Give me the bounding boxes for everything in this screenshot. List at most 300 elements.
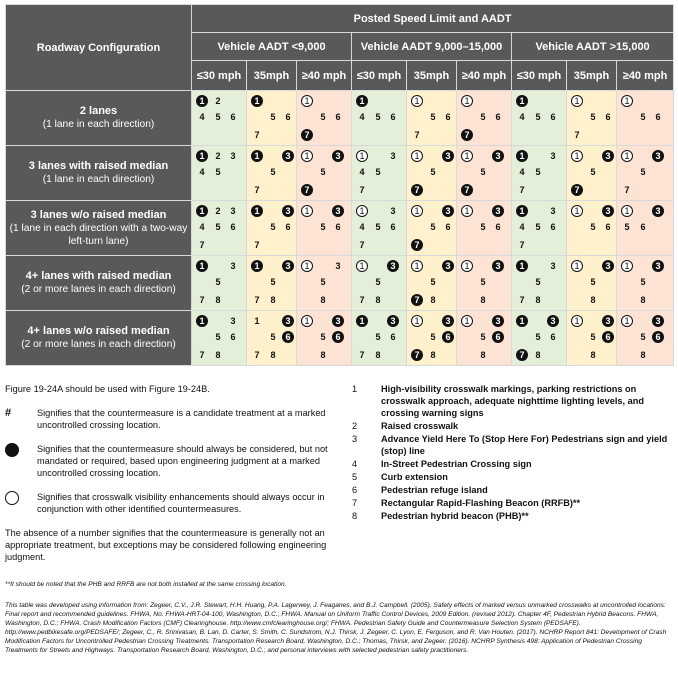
sources: This table was developed using information from: Zegeer, C.V., J.R. Stewart, H.H. Huang, P.A. Lagerwey, J. Feaganes, and B.J. Campbell. (2005). Safety effects of marked versus unmarked crosswalks at uncontrolled locations: Final report and recommended guidelines. FHWA, No. FHWA-HRT-04-100, Washington, D.C.; FHWA. Manual on Uniform Traffic Control Devices, 2009 Edition. (revised 2012). Chapter 4F, Pedestrian Hybrid Beacons. FHWA, Washington, D.C.; FHWA. Crash Modification Factors (CMF) Clearinghouse. http://www.cmfclearinghouse.org/; FHWA. Pedestrian Safety Guide and Countermeasure Selection System (PEDSAFE). http://www.pedbikesafe.org/PEDSAFE/; Zegeer, C., R. Srinivasan, B. Lan, D. Carter, S. Smith, C. Sundstrom, N.J. Thirsk, J. Zegeer, C. Lyon, E. Ferguson, and R. Van Houten. (2017). NCHRP Report 841: Development of Crash Modification Factors for Uncontrolled Pedestrian Crossing Treatments. Transportation Research Board, Washington, D.C.; Thomas, Thirsk, and Zegeer. (2016). NCHRP Synthesis 498: Application of Pedestrian Crossing Treatments for Streets and Highways. Transportation Research Board, Washington, D.C.; and personal interviews with selected pedestrian safety practitioners. bbox=[5, 602, 667, 654]
countermeasure-number: 5 bbox=[590, 167, 596, 177]
countermeasure-list bbox=[352, 383, 672, 523]
countermeasure-number: 7 bbox=[519, 185, 525, 195]
countermeasure-number: 5 bbox=[590, 277, 596, 287]
roadway-title: 3 lanes w/o raised median bbox=[30, 208, 167, 221]
matrix-cell bbox=[617, 311, 674, 366]
aadt-header-low: Vehicle AADT <9,000 bbox=[192, 33, 352, 61]
matrix-cell bbox=[352, 146, 407, 201]
countermeasure-number: 3 bbox=[550, 151, 556, 161]
roadway-subtitle: (2 or more lanes in each direction) bbox=[21, 339, 176, 350]
matrix-cell bbox=[512, 311, 567, 366]
countermeasure-number: 1 bbox=[621, 260, 633, 272]
roadway-label bbox=[6, 311, 192, 366]
roadway-title: 2 lanes bbox=[79, 105, 118, 117]
countermeasure-number: 8 bbox=[375, 350, 381, 360]
countermeasure-number: 7 bbox=[519, 240, 525, 250]
legend-solid bbox=[5, 443, 335, 479]
countermeasure-number: 4 bbox=[359, 112, 365, 122]
matrix-cell bbox=[457, 91, 512, 146]
matrix-cell bbox=[617, 146, 674, 201]
countermeasure-number: 6 bbox=[390, 332, 396, 342]
countermeasure-number: 5 bbox=[430, 112, 436, 122]
countermeasure-number: 6 bbox=[332, 331, 344, 343]
matrix-cell bbox=[247, 201, 297, 256]
countermeasure-number: 3 bbox=[652, 150, 664, 162]
countermeasure-number: 6 bbox=[550, 222, 556, 232]
countermeasure-number: 7 bbox=[254, 185, 260, 195]
countermeasure-number: 7 bbox=[301, 184, 313, 196]
countermeasure-number: 7 bbox=[199, 240, 205, 250]
countermeasure-number: 8 bbox=[215, 295, 221, 305]
countermeasure-number: 5 bbox=[535, 112, 541, 122]
matrix-cell bbox=[297, 91, 352, 146]
countermeasure-number: 7 bbox=[411, 294, 423, 306]
countermeasure-item-text: Pedestrian hybrid beacon (PHB)** bbox=[381, 511, 529, 521]
countermeasure-number: 5 bbox=[430, 222, 436, 232]
countermeasure-number: 1 bbox=[251, 205, 263, 217]
roadway-subtitle: (1 lane in each direction) bbox=[42, 119, 155, 130]
countermeasure-number: 1 bbox=[621, 150, 633, 162]
solid-circle-icon bbox=[5, 443, 19, 457]
countermeasure-item bbox=[352, 420, 672, 432]
countermeasure-number: 1 bbox=[411, 205, 423, 217]
aadt-header-mid: Vehicle AADT 9,000–15,000 bbox=[352, 33, 512, 61]
countermeasure-number: 1 bbox=[411, 95, 423, 107]
countermeasure-number: 6 bbox=[550, 332, 556, 342]
countermeasure-item bbox=[352, 383, 672, 419]
countermeasure-item-text: Rectangular Rapid-Flashing Beacon (RRFB)** bbox=[381, 498, 581, 508]
countermeasure-number: 4 bbox=[199, 222, 205, 232]
speed-header: 35mph bbox=[247, 61, 297, 91]
countermeasure-number: 8 bbox=[590, 295, 596, 305]
countermeasure-number: 1 bbox=[356, 260, 368, 272]
roadway-configuration-header: Roadway Configuration bbox=[6, 5, 192, 91]
countermeasure-number: 1 bbox=[411, 315, 423, 327]
matrix-cell bbox=[407, 311, 457, 366]
countermeasure-number: 6 bbox=[495, 112, 501, 122]
countermeasure-number: 5 bbox=[480, 167, 486, 177]
countermeasure-number: 8 bbox=[480, 295, 486, 305]
legend-open-text: Signifies that crosswalk visibility enhancements should always occur in conjunction with other identified countermeasures. bbox=[37, 492, 325, 514]
matrix-cell bbox=[352, 201, 407, 256]
countermeasure-number: 7 bbox=[254, 240, 260, 250]
countermeasure-number: 8 bbox=[320, 295, 326, 305]
countermeasure-item-number: 5 bbox=[352, 472, 358, 482]
countermeasure-item-number: 1 bbox=[352, 384, 358, 394]
matrix-cell bbox=[567, 91, 617, 146]
countermeasure-number: 7 bbox=[254, 295, 260, 305]
countermeasure-matrix bbox=[5, 4, 674, 366]
countermeasure-number: 5 bbox=[430, 277, 436, 287]
countermeasure-item bbox=[352, 433, 672, 457]
countermeasure-number: 3 bbox=[442, 205, 454, 217]
countermeasure-number: 1 bbox=[571, 205, 583, 217]
countermeasure-number: 8 bbox=[215, 350, 221, 360]
countermeasure-number: 1 bbox=[251, 150, 263, 162]
open-circle-icon bbox=[5, 491, 19, 505]
countermeasure-item-text: Raised crosswalk bbox=[381, 421, 459, 431]
countermeasure-number: 7 bbox=[199, 350, 205, 360]
matrix-cell bbox=[192, 146, 247, 201]
countermeasure-number: 1 bbox=[301, 95, 313, 107]
countermeasure-number: 5 bbox=[480, 332, 486, 342]
countermeasure-number: 1 bbox=[571, 95, 583, 107]
countermeasure-number: 3 bbox=[390, 151, 396, 161]
matrix-cell bbox=[512, 146, 567, 201]
countermeasure-number: 6 bbox=[285, 112, 291, 122]
matrix-cell bbox=[512, 91, 567, 146]
countermeasure-item-text: In-Street Pedestrian Crossing sign bbox=[381, 459, 532, 469]
countermeasure-number: 1 bbox=[571, 150, 583, 162]
matrix-cell bbox=[297, 201, 352, 256]
countermeasure-number: 7 bbox=[414, 130, 420, 140]
countermeasure-number: 3 bbox=[652, 315, 664, 327]
countermeasure-number: 1 bbox=[196, 260, 208, 272]
countermeasure-number: 6 bbox=[492, 331, 504, 343]
countermeasure-number: 1 bbox=[301, 205, 313, 217]
countermeasure-item-text: High-visibility crosswalk markings, parking restrictions on crosswalk approach, adequate nighttime lighting levels, and crossing warning signs bbox=[381, 384, 644, 418]
roadway-label bbox=[6, 146, 192, 201]
speed-header: 35mph bbox=[567, 61, 617, 91]
countermeasure-number: 3 bbox=[602, 205, 614, 217]
countermeasure-number: 4 bbox=[519, 222, 525, 232]
countermeasure-item-number: 2 bbox=[352, 421, 358, 431]
countermeasure-number: 5 bbox=[624, 222, 630, 232]
countermeasure-item-number: 4 bbox=[352, 459, 358, 469]
matrix-cell bbox=[192, 256, 247, 311]
countermeasure-number: 6 bbox=[390, 222, 396, 232]
countermeasure-number: 3 bbox=[492, 260, 504, 272]
countermeasure-number: 8 bbox=[535, 350, 541, 360]
countermeasure-number: 7 bbox=[359, 240, 365, 250]
countermeasure-number: 7 bbox=[359, 295, 365, 305]
countermeasure-number: 7 bbox=[254, 350, 260, 360]
countermeasure-number: 1 bbox=[621, 205, 633, 217]
countermeasure-number: 3 bbox=[282, 205, 294, 217]
countermeasure-number: 4 bbox=[199, 167, 205, 177]
countermeasure-number: 7 bbox=[254, 130, 260, 140]
countermeasure-item-text: Advance Yield Here To (Stop Here For) Pedestrians sign and yield (stop) line bbox=[381, 434, 668, 456]
matrix-cell bbox=[297, 256, 352, 311]
countermeasure-number: 6 bbox=[605, 112, 611, 122]
countermeasure-number: 2 bbox=[215, 206, 221, 216]
countermeasure-number: 7 bbox=[461, 184, 473, 196]
speed-header: ≥40 mph bbox=[457, 61, 512, 91]
countermeasure-number: 3 bbox=[282, 150, 294, 162]
matrix-cell bbox=[567, 201, 617, 256]
legend bbox=[5, 383, 335, 563]
countermeasure-number: 7 bbox=[199, 295, 205, 305]
countermeasure-number: 8 bbox=[640, 295, 646, 305]
countermeasure-number: 5 bbox=[375, 277, 381, 287]
countermeasure-number: 1 bbox=[411, 150, 423, 162]
countermeasure-item bbox=[352, 510, 672, 522]
roadway-label bbox=[6, 256, 192, 311]
countermeasure-number: 1 bbox=[356, 205, 368, 217]
countermeasure-number: 7 bbox=[624, 185, 630, 195]
countermeasure-number: 1 bbox=[461, 205, 473, 217]
countermeasure-number: 1 bbox=[571, 315, 583, 327]
countermeasure-number: 1 bbox=[571, 260, 583, 272]
countermeasure-number: 8 bbox=[270, 295, 276, 305]
countermeasure-number: 7 bbox=[574, 130, 580, 140]
countermeasure-number: 1 bbox=[356, 150, 368, 162]
countermeasure-number: 3 bbox=[230, 316, 236, 326]
countermeasure-number: 6 bbox=[442, 331, 454, 343]
countermeasure-item-text: Curb extension bbox=[381, 472, 448, 482]
countermeasure-number: 5 bbox=[215, 167, 221, 177]
countermeasure-number: 7 bbox=[571, 184, 583, 196]
countermeasure-number: 5 bbox=[590, 112, 596, 122]
countermeasure-number: 3 bbox=[550, 206, 556, 216]
countermeasure-number: 6 bbox=[602, 331, 614, 343]
countermeasure-number: 3 bbox=[332, 205, 344, 217]
countermeasure-number: 3 bbox=[390, 206, 396, 216]
countermeasure-item-number: 8 bbox=[352, 511, 358, 521]
countermeasure-number: 6 bbox=[640, 222, 646, 232]
countermeasure-number: 1 bbox=[301, 315, 313, 327]
countermeasure-number: 1 bbox=[251, 95, 263, 107]
speed-header: ≥40 mph bbox=[617, 61, 674, 91]
countermeasure-number: 5 bbox=[535, 167, 541, 177]
countermeasure-number: 1 bbox=[621, 315, 633, 327]
countermeasure-number: 3 bbox=[332, 150, 344, 162]
countermeasure-number: 3 bbox=[550, 261, 556, 271]
countermeasure-number: 3 bbox=[547, 315, 559, 327]
countermeasure-number: 5 bbox=[270, 112, 276, 122]
countermeasure-number: 3 bbox=[230, 261, 236, 271]
countermeasure-number: 6 bbox=[285, 222, 291, 232]
aadt-header-high: Vehicle AADT >15,000 bbox=[512, 33, 674, 61]
matrix-cell bbox=[352, 256, 407, 311]
countermeasure-number: 5 bbox=[535, 222, 541, 232]
roadway-title: 4+ lanes with raised median bbox=[25, 270, 172, 282]
matrix-cell bbox=[567, 311, 617, 366]
matrix-cell bbox=[247, 146, 297, 201]
countermeasure-item bbox=[352, 471, 672, 483]
legend-solid-text: Signifies that the countermeasure should always be considered, but not mandated or required, based upon engineering judgment at a marked uncontrolled crossing location. bbox=[37, 444, 328, 478]
countermeasure-number: 6 bbox=[655, 112, 661, 122]
matrix-cell bbox=[247, 256, 297, 311]
matrix-cell bbox=[247, 91, 297, 146]
countermeasure-number: 3 bbox=[602, 150, 614, 162]
matrix-cell bbox=[407, 201, 457, 256]
roadway-subtitle: (1 lane in each direction) bbox=[42, 174, 155, 185]
countermeasure-number: 3 bbox=[602, 315, 614, 327]
countermeasure-number: 4 bbox=[199, 112, 205, 122]
countermeasure-number: 5 bbox=[430, 332, 436, 342]
roadway-title: 4+ lanes w/o raised median bbox=[27, 325, 170, 337]
countermeasure-number: 3 bbox=[652, 260, 664, 272]
matrix-cell bbox=[352, 91, 407, 146]
countermeasure-number: 5 bbox=[430, 167, 436, 177]
countermeasure-number: 4 bbox=[359, 167, 365, 177]
matrix-cell bbox=[457, 311, 512, 366]
countermeasure-number: 4 bbox=[359, 222, 365, 232]
countermeasure-number: 6 bbox=[335, 112, 341, 122]
countermeasure-number: 6 bbox=[445, 222, 451, 232]
countermeasure-number: 8 bbox=[320, 350, 326, 360]
matrix-cell bbox=[247, 311, 297, 366]
speed-header: ≥40 mph bbox=[297, 61, 352, 91]
matrix-cell bbox=[512, 201, 567, 256]
legend-open bbox=[5, 491, 335, 515]
countermeasure-number: 5 bbox=[270, 167, 276, 177]
countermeasure-number: 2 bbox=[215, 151, 221, 161]
speed-header: ≤30 mph bbox=[192, 61, 247, 91]
countermeasure-number: 3 bbox=[492, 315, 504, 327]
countermeasure-number: 1 bbox=[516, 205, 528, 217]
matrix-cell bbox=[352, 311, 407, 366]
matrix-cell bbox=[512, 256, 567, 311]
countermeasure-number: 8 bbox=[640, 350, 646, 360]
countermeasure-number: 3 bbox=[492, 150, 504, 162]
footnote: **It should be noted that the PHB and RRFB are not both installed at the same crossing location. bbox=[5, 581, 287, 588]
legend-intro: Figure 19-24A should be used with Figure 19-24B. bbox=[5, 384, 210, 394]
table-row bbox=[6, 311, 674, 366]
countermeasure-number: 7 bbox=[359, 185, 365, 195]
countermeasure-number: 3 bbox=[602, 260, 614, 272]
speed-header: 35mph bbox=[407, 61, 457, 91]
roadway-label bbox=[6, 201, 192, 256]
countermeasure-number: 3 bbox=[442, 150, 454, 162]
countermeasure-number: 8 bbox=[535, 295, 541, 305]
matrix-cell bbox=[617, 91, 674, 146]
countermeasure-number: 8 bbox=[480, 350, 486, 360]
countermeasure-number: 1 bbox=[461, 315, 473, 327]
countermeasure-number: 5 bbox=[480, 112, 486, 122]
countermeasure-number: 5 bbox=[375, 332, 381, 342]
matrix-cell bbox=[457, 256, 512, 311]
countermeasure-number: 5 bbox=[480, 222, 486, 232]
countermeasure-number: 7 bbox=[301, 129, 313, 141]
countermeasure-number: 3 bbox=[652, 205, 664, 217]
countermeasure-item-number: 3 bbox=[352, 434, 358, 444]
countermeasure-number: 5 bbox=[215, 332, 221, 342]
countermeasure-number: 1 bbox=[196, 95, 208, 107]
table-row bbox=[6, 146, 674, 201]
countermeasure-number: 7 bbox=[516, 349, 528, 361]
countermeasure-number: 3 bbox=[332, 315, 344, 327]
roadway-subtitle: (2 or more lanes in each direction) bbox=[21, 284, 176, 295]
countermeasure-number: 5 bbox=[375, 112, 381, 122]
countermeasure-number: 8 bbox=[590, 350, 596, 360]
countermeasure-number: 3 bbox=[442, 315, 454, 327]
matrix-cell bbox=[407, 256, 457, 311]
countermeasure-number: 1 bbox=[621, 95, 633, 107]
countermeasure-number: 4 bbox=[519, 112, 525, 122]
posted-speed-header: Posted Speed Limit and AADT bbox=[192, 5, 674, 33]
countermeasure-number: 3 bbox=[282, 260, 294, 272]
countermeasure-number: 7 bbox=[519, 295, 525, 305]
legend-candidate-text: Signifies that the countermeasure is a candidate treatment at a marked uncontrolled crossing location. bbox=[37, 408, 326, 430]
countermeasure-number: 8 bbox=[430, 295, 436, 305]
countermeasure-number: 5 bbox=[640, 167, 646, 177]
countermeasure-number: 3 bbox=[387, 315, 399, 327]
legend-absence: The absence of a number signifies that the countermeasure is generally not an appropriate treatment, but exceptions may be considered following engineering judgment. bbox=[5, 528, 327, 562]
countermeasure-number: 1 bbox=[516, 150, 528, 162]
countermeasure-number: 5 bbox=[640, 277, 646, 287]
matrix-cell bbox=[297, 311, 352, 366]
matrix-cell bbox=[617, 256, 674, 311]
countermeasure-item bbox=[352, 484, 672, 496]
matrix-cell bbox=[567, 256, 617, 311]
countermeasure-table-wrap bbox=[5, 4, 673, 366]
matrix-cell bbox=[192, 311, 247, 366]
countermeasure-number: 3 bbox=[230, 151, 236, 161]
countermeasure-number: 5 bbox=[320, 167, 326, 177]
countermeasure-number: 6 bbox=[230, 112, 236, 122]
roadway-subtitle: (1 lane in each direction with a two-way left-turn lane) bbox=[9, 222, 188, 247]
countermeasure-number: 1 bbox=[254, 316, 260, 326]
countermeasure-number: 7 bbox=[359, 350, 365, 360]
countermeasure-number: 1 bbox=[196, 315, 208, 327]
countermeasure-number: 3 bbox=[442, 260, 454, 272]
matrix-cell bbox=[407, 146, 457, 201]
matrix-cell bbox=[567, 146, 617, 201]
countermeasure-number: 5 bbox=[215, 277, 221, 287]
countermeasure-number: 5 bbox=[270, 222, 276, 232]
countermeasure-number: 6 bbox=[230, 332, 236, 342]
countermeasure-number: 6 bbox=[652, 331, 664, 343]
countermeasure-item bbox=[352, 458, 672, 470]
speed-header: ≤30 mph bbox=[352, 61, 407, 91]
countermeasure-number: 3 bbox=[387, 260, 399, 272]
countermeasure-number: 8 bbox=[430, 350, 436, 360]
countermeasure-number: 1 bbox=[301, 260, 313, 272]
countermeasure-number: 3 bbox=[230, 206, 236, 216]
table-row bbox=[6, 91, 674, 146]
countermeasure-number: 6 bbox=[230, 222, 236, 232]
countermeasure-number: 5 bbox=[270, 277, 276, 287]
countermeasure-number: 1 bbox=[516, 95, 528, 107]
matrix-cell bbox=[457, 146, 512, 201]
countermeasure-number: 8 bbox=[270, 350, 276, 360]
matrix-body bbox=[6, 91, 674, 366]
countermeasure-number: 7 bbox=[461, 129, 473, 141]
countermeasure-number: 1 bbox=[196, 150, 208, 162]
countermeasure-number: 4 bbox=[519, 167, 525, 177]
countermeasure-number: 6 bbox=[495, 222, 501, 232]
table-row bbox=[6, 256, 674, 311]
countermeasure-number: 7 bbox=[411, 184, 423, 196]
countermeasure-number: 1 bbox=[251, 260, 263, 272]
countermeasure-number: 1 bbox=[356, 315, 368, 327]
matrix-cell bbox=[617, 201, 674, 256]
speed-header: ≤30 mph bbox=[512, 61, 567, 91]
countermeasure-item-number: 6 bbox=[352, 485, 358, 495]
countermeasure-number: 8 bbox=[375, 295, 381, 305]
countermeasure-number: 3 bbox=[335, 261, 341, 271]
matrix-cell bbox=[457, 201, 512, 256]
countermeasure-number: 5 bbox=[320, 112, 326, 122]
countermeasure-number: 3 bbox=[282, 315, 294, 327]
countermeasure-number: 2 bbox=[215, 96, 221, 106]
countermeasure-number: 5 bbox=[535, 332, 541, 342]
roadway-title: 3 lanes with raised median bbox=[28, 160, 169, 172]
matrix-cell bbox=[407, 91, 457, 146]
countermeasure-number: 1 bbox=[461, 260, 473, 272]
countermeasure-number: 1 bbox=[461, 150, 473, 162]
roadway-label bbox=[6, 91, 192, 146]
countermeasure-number: 6 bbox=[335, 222, 341, 232]
hash-symbol: # bbox=[5, 407, 12, 419]
countermeasure-number: 1 bbox=[196, 205, 208, 217]
legend-candidate bbox=[5, 407, 335, 431]
countermeasure-number: 5 bbox=[215, 222, 221, 232]
countermeasure-number: 1 bbox=[461, 95, 473, 107]
countermeasure-number: 5 bbox=[590, 332, 596, 342]
